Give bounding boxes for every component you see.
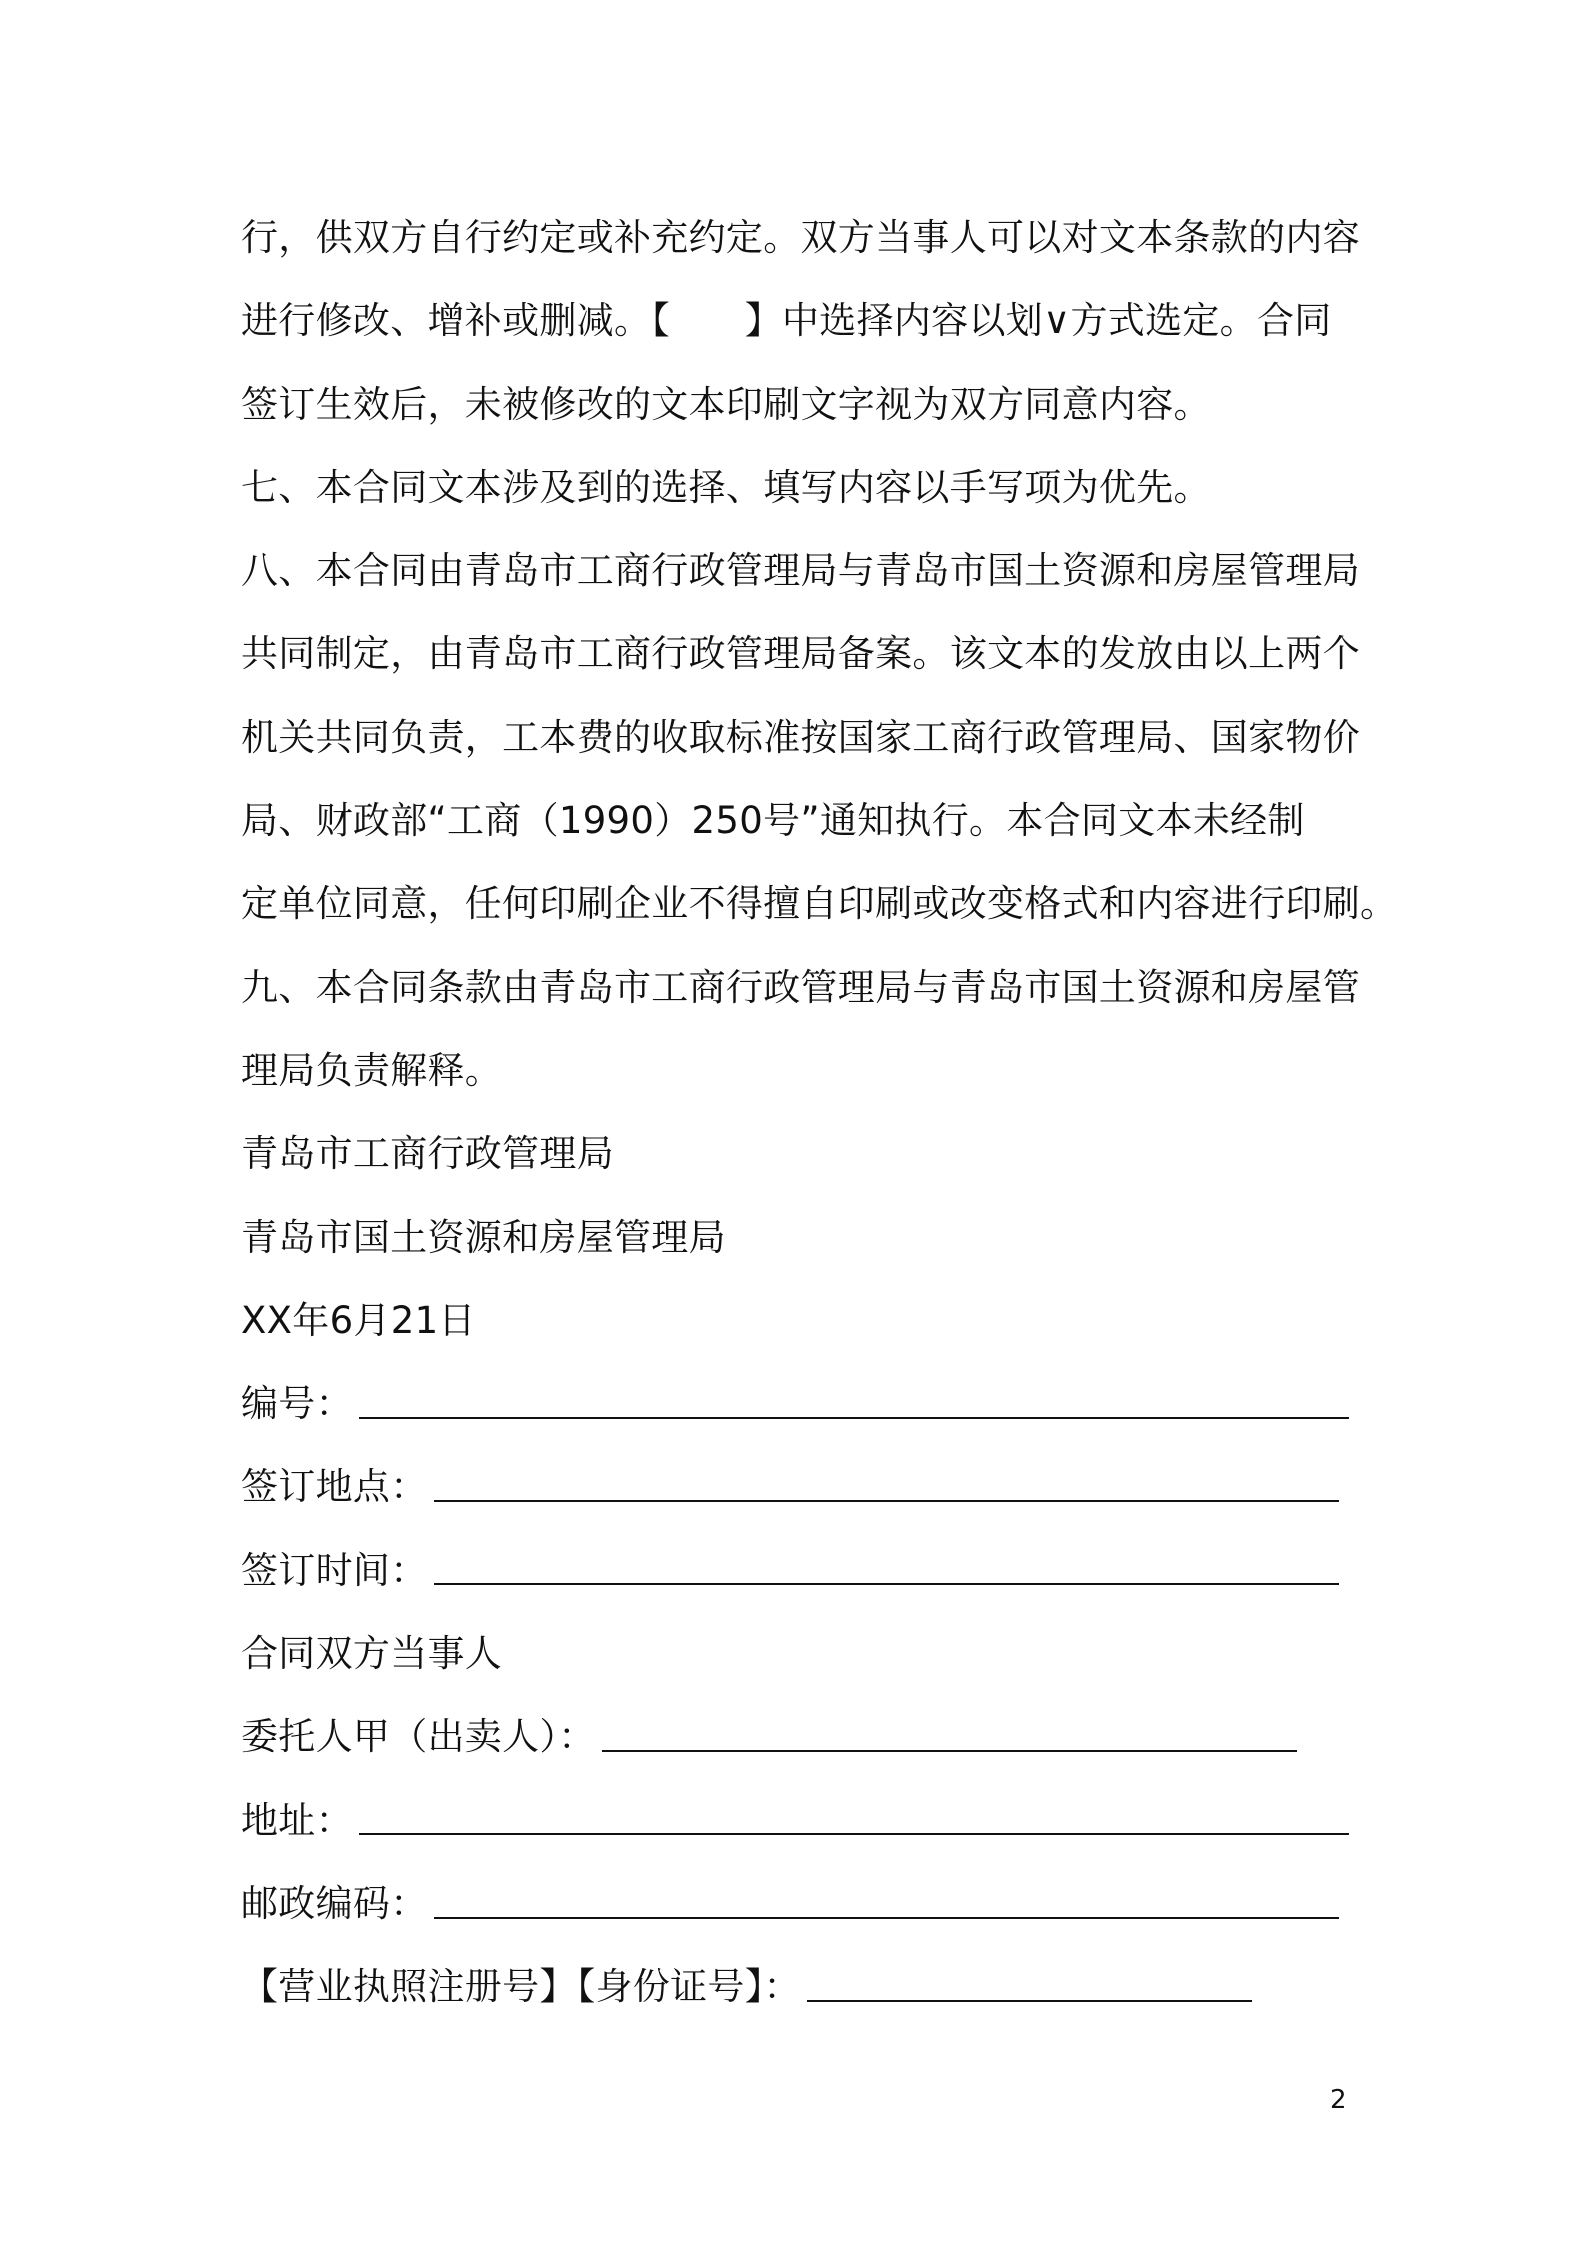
parties-heading: 合同双方当事人: [241, 1632, 503, 1676]
address-blank[interactable]: [359, 1833, 1349, 1835]
postal-code-label: 邮政编码：: [241, 1881, 428, 1925]
principal-a-label: 委托人甲（出卖人）：: [241, 1715, 596, 1759]
signing-place-blank[interactable]: [434, 1500, 1339, 1502]
registration-field: [241, 1945, 1381, 2028]
body-line: 行，供双方自行约定或补充约定。双方当事人可以对文本条款的内容: [241, 216, 1360, 259]
contract-number-field: [241, 1362, 1381, 1445]
clause-eight-line: 机关共同负责，工本费的收取标准按国家工商行政管理局、国家物价: [241, 715, 1360, 759]
clause-nine-line: 九、本合同条款由青岛市工商行政管理局与青岛市国土资源和房屋管: [241, 965, 1360, 1009]
principal-a-field: [241, 1695, 1381, 1778]
contract-number-label: 编号：: [241, 1382, 353, 1426]
postal-code-blank[interactable]: [434, 1917, 1339, 1919]
issuer-name: 青岛市国土资源和房屋管理局: [241, 1215, 726, 1259]
clause-eight-line: 定单位同意，任何印刷企业不得擅自印刷或改变格式和内容进行印刷。: [241, 882, 1398, 926]
registration-blank[interactable]: [807, 2000, 1252, 2002]
address-field: [241, 1779, 1381, 1862]
principal-a-blank[interactable]: [602, 1750, 1297, 1752]
contract-number-blank[interactable]: [359, 1417, 1349, 1419]
page-number: 2: [1330, 2085, 1347, 2115]
signing-place-label: 签订地点：: [241, 1465, 428, 1509]
registration-label: 【营业执照注册号】【身份证号】：: [241, 1965, 801, 2009]
signing-time-label: 签订时间：: [241, 1548, 428, 1592]
clause-nine-line: 理局负责解释。: [241, 1048, 503, 1092]
clause-eight-line: 八、本合同由青岛市工商行政管理局与青岛市国土资源和房屋管理局: [241, 549, 1360, 593]
postal-code-field: [241, 1862, 1381, 1945]
issue-date: XX年6月21日: [241, 1298, 476, 1342]
signing-time-field: [241, 1529, 1381, 1612]
body-line: 签订生效后，未被修改的文本印刷文字视为双方同意内容。: [241, 382, 1211, 426]
address-label: 地址：: [241, 1798, 353, 1842]
signing-place-field: [241, 1445, 1381, 1528]
clause-eight-line: 局、财政部“工商（1990）250号”通知执行。本合同文本未经制: [241, 799, 1305, 843]
clause-seven: 七、本合同文本涉及到的选择、填写内容以手写项为优先。: [241, 465, 1211, 509]
document-body: [241, 196, 1398, 2029]
issuer-name: 青岛市工商行政管理局: [241, 1132, 614, 1176]
signing-time-blank[interactable]: [434, 1583, 1339, 1585]
clause-eight-line: 共同制定，由青岛市工商行政管理局备案。该文本的发放由以上两个: [241, 632, 1360, 676]
body-line: 进行修改、增补或删减。【 】中选择内容以划∨方式选定。合同: [241, 299, 1332, 343]
